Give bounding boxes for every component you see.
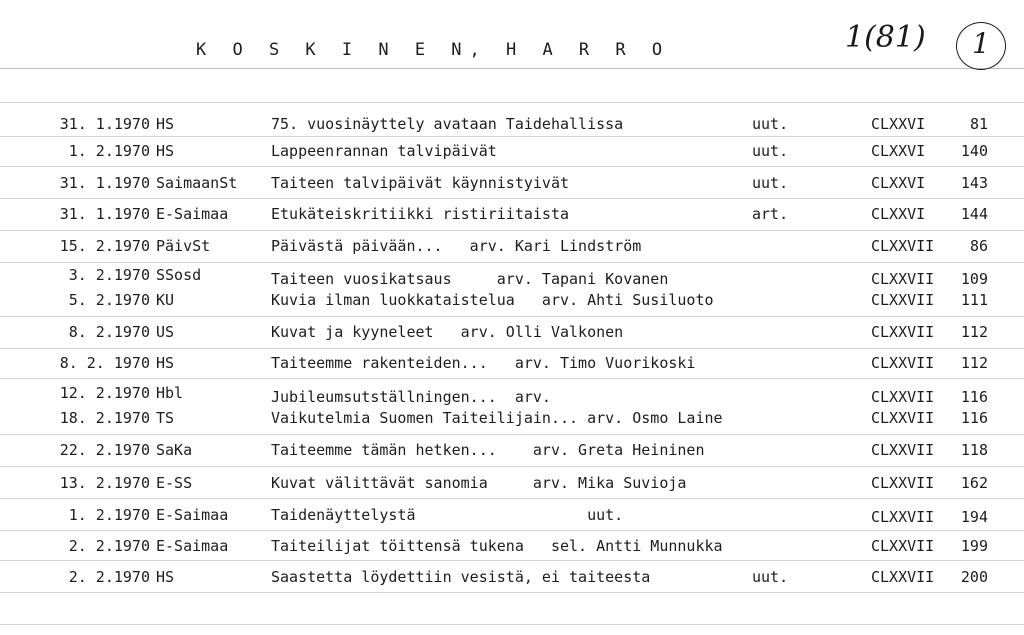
entry-date: 31. 1.1970 — [59, 115, 150, 133]
entry-page: 112 — [960, 354, 988, 372]
entry-source: HS — [156, 115, 175, 133]
entry-date: 12. 2.1970 — [59, 384, 150, 402]
entry-title: Lappeenrannan talvipäivät — [271, 142, 497, 160]
entry-date: 2. 2.1970 — [68, 568, 150, 586]
entry-type: art. — [752, 205, 789, 223]
entry-title: Taiteen talvipäivät käynnistyivät — [271, 174, 570, 192]
entry-row — [0, 352, 1024, 374]
entry-row — [0, 172, 1024, 194]
entry-source: E-Saimaa — [156, 506, 229, 524]
entry-volume: CLXXVII — [871, 441, 935, 459]
entry-source: E-SS — [156, 474, 193, 492]
entry-page: 144 — [960, 205, 988, 223]
entry-source: E-Saimaa — [156, 537, 229, 555]
entry-source: TS — [156, 409, 175, 427]
entry-date: 31. 1.1970 — [59, 205, 150, 223]
entry-type: uut. — [752, 174, 789, 192]
entry-date: 1. 2.1970 — [68, 506, 150, 524]
entry-title: 75. vuosinäyttely avataan Taidehallissa — [271, 115, 624, 133]
entry-volume: CLXXVII — [871, 568, 935, 586]
entry-volume: CLXXVI — [871, 142, 926, 160]
ruled-line — [0, 466, 1024, 467]
entry-row — [0, 321, 1024, 343]
entry-source: PäivSt — [156, 237, 211, 255]
entry-page: 86 — [969, 237, 988, 255]
entry-volume: CLXXVII — [871, 237, 935, 255]
entry-volume: CLXXVII — [871, 409, 935, 427]
entry-date: 3. 2.1970 — [68, 266, 150, 284]
entry-title: Päivästä päivään... arv. Kari Lindström — [271, 237, 642, 255]
entry-volume: CLXXVI — [871, 205, 926, 223]
entry-source: US — [156, 323, 175, 341]
entry-title: Taiteemme rakenteiden... arv. Timo Vuorikoski — [271, 354, 696, 372]
entry-date: 15. 2.1970 — [59, 237, 150, 255]
ruled-line — [0, 530, 1024, 531]
entry-page: 140 — [960, 142, 988, 160]
entry-page: 200 — [960, 568, 988, 586]
entry-row — [0, 535, 1024, 557]
ruled-line — [0, 166, 1024, 167]
entry-page: 143 — [960, 174, 988, 192]
entry-date: 22. 2.1970 — [59, 441, 150, 459]
ruled-line — [0, 498, 1024, 499]
entry-row — [0, 382, 1024, 404]
entry-page: 109 — [960, 270, 988, 288]
entry-row — [0, 439, 1024, 461]
ruled-line — [0, 262, 1024, 263]
entry-row — [0, 566, 1024, 588]
ruled-line — [0, 316, 1024, 317]
entry-title: Taiteen vuosikatsaus arv. Tapani Kovanen — [271, 270, 669, 288]
entry-page: 194 — [960, 508, 988, 526]
entry-title: Saastetta löydettiin vesistä, ei taiteesta — [271, 568, 651, 586]
entry-date: 18. 2.1970 — [59, 409, 150, 427]
entry-type: uut. — [752, 142, 789, 160]
entry-type: uut. — [752, 568, 789, 586]
entry-title: Taiteemme tämän hetken... arv. Greta Heininen — [271, 441, 705, 459]
entry-row — [0, 472, 1024, 494]
entry-date: 31. 1.1970 — [59, 174, 150, 192]
ruled-line — [0, 136, 1024, 137]
entry-date: 5. 2.1970 — [68, 291, 150, 309]
entry-source: HS — [156, 354, 175, 372]
entry-source: E-Saimaa — [156, 205, 229, 223]
entry-title: Taidenäyttelystä uut. — [271, 506, 624, 524]
entry-page: 118 — [960, 441, 988, 459]
entry-volume: CLXXVII — [871, 474, 935, 492]
entry-title: Kuvat ja kyyneleet arv. Olli Valkonen — [271, 323, 624, 341]
entry-source: HS — [156, 142, 175, 160]
ruled-line — [0, 102, 1024, 103]
entry-volume: CLXXVII — [871, 388, 935, 406]
entry-volume: CLXXVII — [871, 323, 935, 341]
entry-title: Jubileumsutställningen... arv. — [271, 388, 551, 406]
ruled-line — [0, 592, 1024, 593]
entry-source: KU — [156, 291, 175, 309]
entry-volume: CLXXVI — [871, 174, 926, 192]
entry-source: SaKa — [156, 441, 193, 459]
entry-volume: CLXXVII — [871, 508, 935, 526]
entry-row — [0, 113, 1024, 135]
entry-row — [0, 264, 1024, 286]
entry-page: 111 — [960, 291, 988, 309]
entry-volume: CLXXVII — [871, 291, 935, 309]
entry-page: 162 — [960, 474, 988, 492]
entry-row — [0, 235, 1024, 257]
entry-row — [0, 203, 1024, 225]
entry-page: 112 — [960, 323, 988, 341]
entry-title: Vaikutelmia Suomen Taiteilijain... arv. Osmo Laine — [271, 409, 723, 427]
entry-page: 116 — [960, 388, 988, 406]
ruled-line — [0, 198, 1024, 199]
entry-row — [0, 289, 1024, 311]
entry-page: 199 — [960, 537, 988, 555]
entry-date: 8. 2. 1970 — [59, 354, 150, 372]
entry-date: 13. 2.1970 — [59, 474, 150, 492]
entry-type: uut. — [752, 115, 789, 133]
ruled-line — [0, 434, 1024, 435]
entry-title: Kuvat välittävät sanomia arv. Mika Suvioja — [271, 474, 687, 492]
entry-date: 2. 2.1970 — [68, 537, 150, 555]
entry-date: 8. 2.1970 — [68, 323, 150, 341]
entry-volume: CLXXVI — [871, 115, 926, 133]
entry-title: Etukäteiskritiikki ristiriitaista — [271, 205, 570, 223]
header-rule — [0, 68, 1024, 69]
entry-volume: CLXXVII — [871, 354, 935, 372]
ruled-line — [0, 378, 1024, 379]
ruled-line — [0, 624, 1024, 625]
entry-volume: CLXXVII — [871, 537, 935, 555]
handwritten-card-number: 1(81) — [845, 20, 926, 55]
ruled-line — [0, 560, 1024, 561]
entry-page: 81 — [969, 115, 988, 133]
entry-title: Kuvia ilman luokkataistelua arv. Ahti Susiluoto — [271, 291, 714, 309]
entry-source: Hbl — [156, 384, 184, 402]
ruled-line — [0, 230, 1024, 231]
circled-card-index — [956, 22, 1006, 70]
entry-row — [0, 407, 1024, 429]
entry-page: 116 — [960, 409, 988, 427]
entry-volume: CLXXVII — [871, 270, 935, 288]
person-name-heading: K O S K I N E N, H A R R O — [196, 40, 671, 60]
entry-source: HS — [156, 568, 175, 586]
entry-row — [0, 504, 1024, 526]
card-index-number: 1 — [972, 27, 990, 60]
entry-row — [0, 140, 1024, 162]
entry-title: Taiteilijat töittensä tukena sel. Antti Munnukka — [271, 537, 723, 555]
entry-source: SaimaanSt — [156, 174, 238, 192]
ruled-line — [0, 348, 1024, 349]
entry-source: SSosd — [156, 266, 202, 284]
entry-date: 1. 2.1970 — [68, 142, 150, 160]
